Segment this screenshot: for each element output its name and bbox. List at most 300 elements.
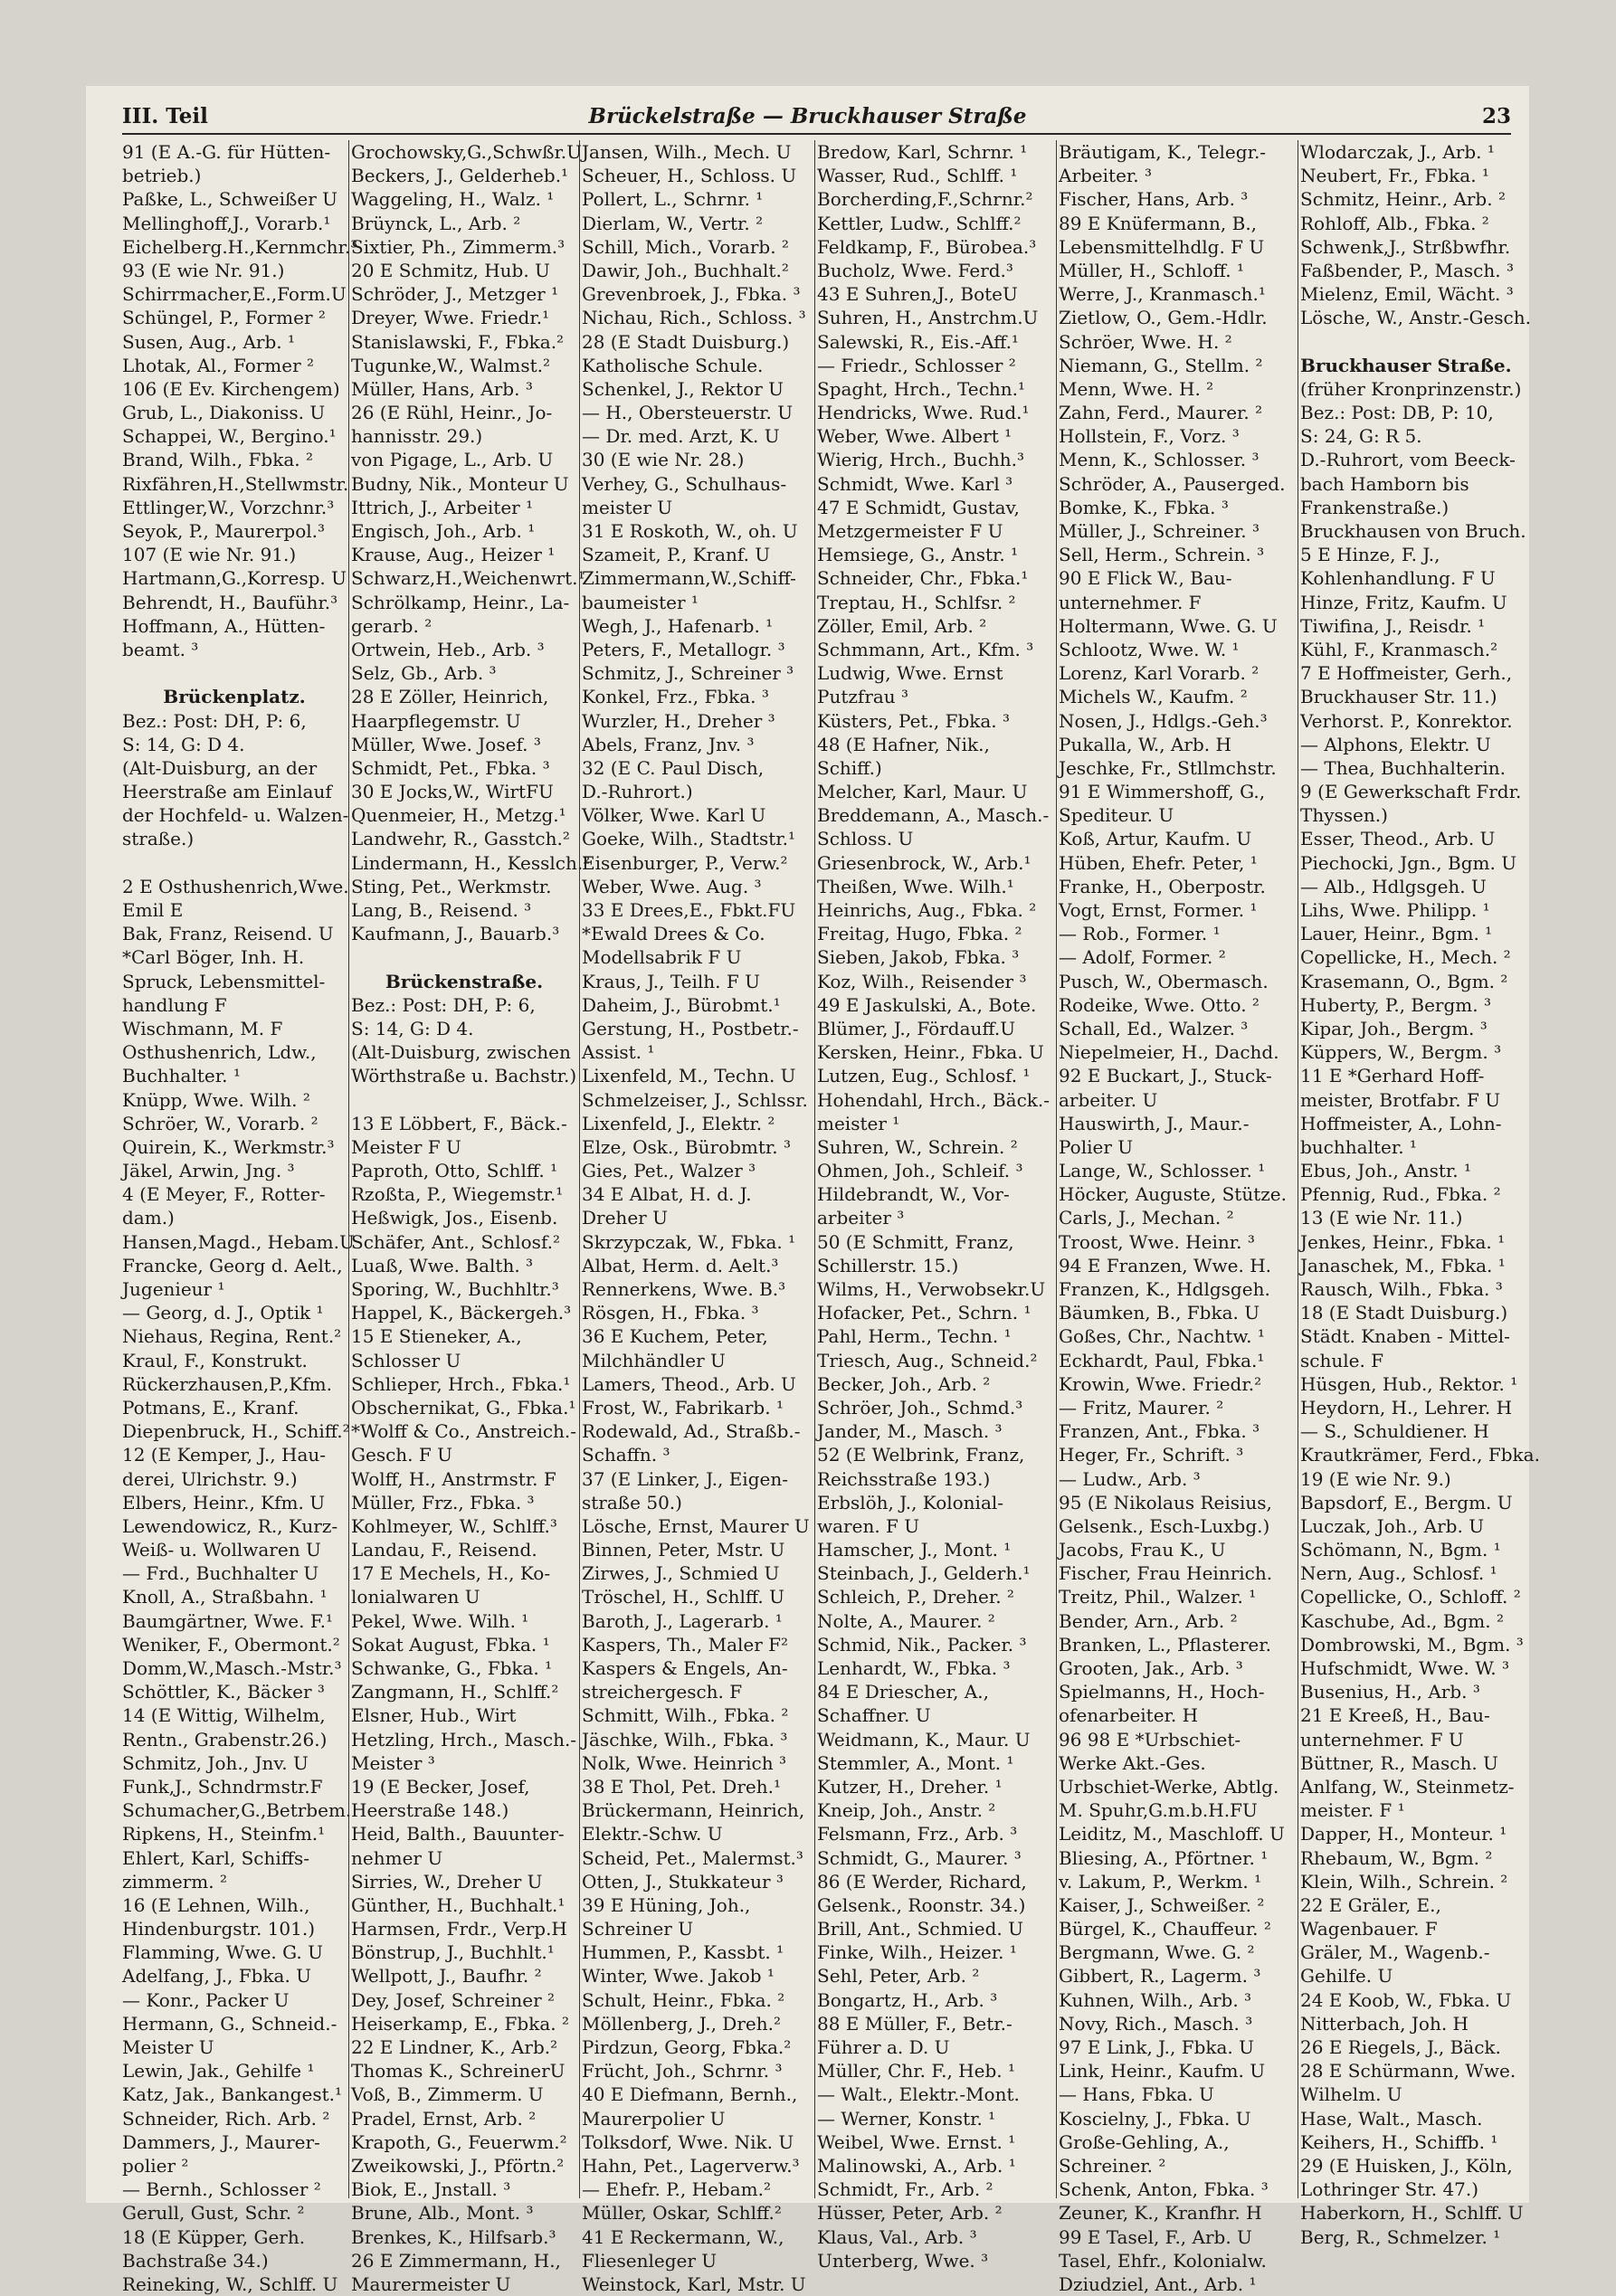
- directory-entry: *Wolff & Co., Anstreich.-: [351, 1420, 577, 1443]
- directory-entry: Hemsiege, G., Anstr. ¹: [817, 544, 1019, 566]
- directory-entry: Lamers, Theod., Arb. U: [582, 1372, 796, 1395]
- directory-entry: 38 E Thol, Pet. Dreh.¹: [582, 1775, 781, 1798]
- directory-entry: Brüynck, L., Arb. ²: [351, 212, 521, 234]
- directory-entry: Schäfer, Ant., Schlosf.²: [351, 1230, 561, 1253]
- directory-entry: nehmer U: [351, 1846, 443, 1869]
- directory-entry: lonialwaren U: [351, 1586, 480, 1608]
- directory-entry: Schrölkamp, Heinr., La-: [351, 591, 570, 613]
- directory-entry: Dziudziel, Ant., Arb. ¹: [1059, 2272, 1257, 2295]
- directory-entry: Meister U: [122, 2036, 214, 2058]
- directory-entry: Brenkes, K., Hilfsarb.³: [351, 2225, 556, 2248]
- directory-entry: Bäumken, B., Fbka. U: [1059, 1302, 1260, 1324]
- directory-entry: Schmitz, Heinr., Arb. ²: [1300, 188, 1506, 211]
- directory-entry: 9 (E Gewerkschaft Frdr.: [1300, 781, 1522, 803]
- directory-entry: 90 E Flick W., Bau-: [1059, 567, 1232, 590]
- directory-entry: Heerstraße 148.): [351, 1799, 509, 1822]
- directory-entry: meister ¹: [817, 1112, 900, 1134]
- directory-entry: Beckers, J., Gelderheb.¹: [351, 165, 569, 187]
- directory-entry: Wilms, H., Verwobsekr.U: [817, 1278, 1046, 1300]
- directory-entry: Schwanke, G., Fbka. ¹: [351, 1657, 553, 1679]
- directory-entry: Sirries, W., Dreher U: [351, 1870, 543, 1893]
- directory-entry: 41 E Reckermann, W.,: [582, 2225, 784, 2248]
- directory-entry: Obschernikat, G., Fbka.¹: [351, 1396, 576, 1418]
- directory-entry: Günther, H., Buchhalt.¹: [351, 1893, 566, 1916]
- directory-entry: 99 E Tasel, F., Arb. U: [1059, 2225, 1252, 2248]
- directory-entry: 106 (E Ev. Kirchengem): [122, 377, 340, 400]
- directory-entry: Felsmann, Frz., Arb. ³: [817, 1823, 1018, 1845]
- directory-entry: Reichsstraße 193.): [817, 1467, 991, 1490]
- directory-entry: Budny, Nik., Monteur U: [351, 472, 569, 495]
- directory-entry: Wilhelm. U: [1300, 2083, 1402, 2106]
- directory-entry: Assist. ¹: [582, 1041, 655, 1064]
- directory-entry: Schröer, W., Vorarb. ²: [122, 1112, 318, 1134]
- directory-entry: Jäkel, Arwin, Jng. ³: [122, 1160, 295, 1182]
- directory-entry: Bez.: Post: DH, P: 6,: [351, 993, 536, 1016]
- directory-entry: — S., Schuldiener. H: [1300, 1420, 1489, 1443]
- directory-entry: Hummen, P., Kassbt. ¹: [582, 1941, 784, 1964]
- directory-entry: Wlodarczak, J., Arb. ¹: [1300, 141, 1495, 163]
- directory-entry: Zangmann, H., Schlff.²: [351, 1681, 559, 1703]
- directory-entry: Metzgermeister F U: [817, 520, 1003, 542]
- directory-entry: Dierlam, W., Vertr. ²: [582, 212, 764, 234]
- directory-entry: Hoffmann, A., Hütten-: [122, 614, 326, 637]
- directory-entry: Putzfrau ³: [817, 686, 909, 708]
- directory-entry: *Carl Böger, Inh. H.: [122, 946, 305, 969]
- directory-entry: Engisch, Joh., Arb. ¹: [351, 520, 536, 542]
- directory-entry: Lothringer Str. 47.): [1300, 2178, 1479, 2201]
- directory-entry: Werre, J., Kranmasch.¹: [1059, 283, 1266, 306]
- directory-entry: Schöttler, K., Bäcker ³: [122, 1681, 325, 1703]
- directory-entry: 16 (E Lehnen, Wilh.,: [122, 1893, 310, 1916]
- directory-entry: Niemann, G., Stellm. ²: [1059, 354, 1263, 376]
- directory-entry: Sporing, W., Buchhltr.³: [351, 1278, 559, 1300]
- directory-entry: Rausch, Wilh., Fbka. ³: [1300, 1278, 1503, 1300]
- directory-entry: Heerstraße am Einlauf: [122, 781, 332, 803]
- directory-entry: Bruckhausen von Bruch.: [1300, 520, 1526, 542]
- directory-entry: Rhebaum, W., Bgm. ²: [1300, 1846, 1493, 1869]
- directory-entry: Berg, R., Schmelzer. ¹: [1300, 2225, 1501, 2248]
- directory-entry: Eckhardt, Paul, Fbka.¹: [1059, 1349, 1265, 1371]
- directory-entry: Koß, Artur, Kaufm. U: [1059, 828, 1252, 850]
- directory-entry: Schmmann, Art., Kfm. ³: [817, 638, 1034, 660]
- directory-entry: — Friedr., Schlosser ²: [817, 354, 1016, 376]
- directory-entry: Bez.: Post: DH, P: 6,: [122, 709, 307, 732]
- directory-page: [86, 86, 1540, 2295]
- directory-entry: Kutzer, H., Dreher. ¹: [817, 1775, 1003, 1798]
- directory-entry: Arbeiter. ³: [1059, 165, 1153, 187]
- directory-entry: Schmidt, Fr., Arb. ²: [817, 2178, 993, 2201]
- directory-entry: Große-Gehling, A.,: [1059, 2130, 1230, 2153]
- directory-entry: 26 E Zimmermann, H.,: [351, 2249, 561, 2272]
- directory-entry: Griesenbrock, W., Arb.¹: [817, 851, 1031, 874]
- directory-entry: Adelfang, J., Fbka. U: [122, 1965, 312, 1988]
- directory-entry: 89 E Knüfermann, B.,: [1059, 212, 1258, 234]
- directory-entry: 93 (E wie Nr. 91.): [122, 259, 285, 281]
- directory-entry: Schirrmacher,E.,Form.U: [122, 283, 347, 306]
- directory-entry: Verhey, G., Schulhaus-: [582, 472, 787, 495]
- directory-entry: 11 E *Gerhard Hoff-: [1300, 1065, 1485, 1087]
- directory-entry: — Konr., Packer U: [122, 1988, 290, 2011]
- directory-entry: Hahn, Pet., Lagerverw.³: [582, 2154, 800, 2177]
- directory-entry: Lihs, Wwe. Philipp. ¹: [1300, 899, 1490, 921]
- directory-entry: Michels W., Kaufm. ²: [1059, 686, 1248, 708]
- directory-entry: Schillerstr. 15.): [817, 1254, 959, 1276]
- directory-entry: 43 E Suhren,J., BoteU: [817, 283, 1018, 306]
- directory-entry: Zöller, Emil, Arb. ²: [817, 614, 987, 637]
- directory-entry: Haarpflegemstr. U: [351, 709, 521, 732]
- directory-entry: 20 E Schmitz, Hub. U: [351, 259, 550, 281]
- directory-entry: S: 24, G: R 5.: [1300, 425, 1422, 448]
- directory-entry: Abels, Franz, Jnv. ³: [582, 733, 755, 755]
- directory-entry: Schmitt, Wilh., Fbka. ²: [582, 1704, 789, 1727]
- directory-entry: Müller, Hans, Arb. ³: [351, 377, 533, 400]
- directory-entry: Ohmen, Joh., Schleif. ³: [817, 1160, 1023, 1182]
- directory-entry: Schaffner. U: [817, 1704, 931, 1727]
- directory-entry: 30 (E wie Nr. 28.): [582, 449, 745, 471]
- directory-entry: 49 E Jaskulski, A., Bote.: [817, 993, 1037, 1016]
- directory-entry: dam.): [122, 1207, 175, 1229]
- directory-entry: Rixfähren,H.,Stellwmstr.: [122, 472, 349, 495]
- street-heading: Brückenstraße.: [385, 970, 544, 992]
- directory-entry: 17 E Mechels, H., Ko-: [351, 1562, 551, 1585]
- directory-entry: Becker, Joh., Arb. ²: [817, 1372, 991, 1395]
- directory-entry: Erbslöh, J., Kolonial-: [817, 1491, 1004, 1513]
- directory-entry: betrieb.): [122, 165, 202, 187]
- directory-entry: 18 (E Küpper, Gerh.: [122, 2225, 306, 2248]
- directory-entry: Müller, J., Schreiner. ³: [1059, 520, 1260, 542]
- directory-entry: Modellsabrik F U: [582, 946, 742, 969]
- directory-entry: Malinowski, A., Arb. ¹: [817, 2154, 1016, 2177]
- directory-entry: Dammers, J., Maurer-: [122, 2130, 320, 2153]
- directory-entry: Brill, Ant., Schmied. U: [817, 1918, 1023, 1940]
- directory-entry: meister U: [582, 496, 673, 518]
- directory-entry: Biok, E., Jnstall. ³: [351, 2178, 511, 2201]
- directory-entry: Wörthstraße u. Bachstr.): [351, 1065, 577, 1087]
- directory-entry: Nern, Aug., Schlosf. ¹: [1300, 1562, 1497, 1585]
- directory-entry: Menn, Wwe. H. ²: [1059, 377, 1214, 400]
- directory-entry: Jenkes, Heinr., Fbka. ¹: [1300, 1230, 1506, 1253]
- directory-entry: Osthushenrich, Ldw.,: [122, 1041, 317, 1064]
- directory-entry: hannisstr. 29.): [351, 425, 483, 448]
- directory-entry: Freitag, Hugo, Fbka. ²: [817, 923, 1022, 945]
- directory-entry: Wolff, H., Anstrmstr. F: [351, 1467, 556, 1490]
- directory-entry: Konkel, Frz., Fbka. ³: [582, 686, 769, 708]
- directory-entry: 34 E Albat, H. d. J.: [582, 1183, 752, 1206]
- directory-entry: Janaschek, M., Fbka. ¹: [1300, 1254, 1506, 1276]
- directory-entry: Heger, Fr., Schrift. ³: [1059, 1444, 1244, 1466]
- directory-entry: Müller, Chr. F., Heb. ¹: [817, 2060, 1015, 2083]
- directory-entry: Städt. Knaben - Mittel-: [1300, 1325, 1510, 1348]
- directory-entry: Novy, Rich., Masch. ³: [1059, 2012, 1253, 2035]
- directory-entry: Schneider, Rich. Arb. ²: [122, 2107, 330, 2130]
- column-2: [348, 140, 591, 2295]
- directory-entry: Hamscher, J., Mont. ¹: [817, 1539, 1012, 1561]
- directory-entry: Kaiser, J., Schweißer. ²: [1059, 1893, 1265, 1916]
- directory-entry: 91 E Wimmershoff, G.,: [1059, 781, 1266, 803]
- directory-entry: Rodeike, Wwe. Otto. ²: [1059, 993, 1260, 1016]
- directory-entry: Finke, Wilh., Heizer. ¹: [817, 1941, 1017, 1964]
- directory-entry: Flamming, Wwe. G. U: [122, 1941, 323, 1964]
- directory-entry: Möllenberg, J., Dreh.²: [582, 2012, 781, 2035]
- directory-entry: 96 98 E *Urbschiet-: [1059, 1728, 1241, 1750]
- directory-entry: Zimmermann,W.,Schiff-: [582, 567, 796, 590]
- directory-entry: Faßbender, P., Masch. ³: [1300, 259, 1514, 281]
- directory-entry: Busenius, H., Arb. ³: [1300, 1681, 1480, 1703]
- directory-entry: Grochowsky,G.,Schwßr.U: [351, 141, 583, 163]
- directory-entry: 32 (E C. Paul Disch,: [582, 756, 765, 779]
- directory-entry: Hauswirth, J., Maur.-: [1059, 1112, 1250, 1134]
- directory-entry: Kneip, Joh., Anstr. ²: [817, 1799, 996, 1822]
- directory-entry: Lhotak, Al., Former ²: [122, 354, 315, 376]
- directory-entry: Schmitz, Joh., Jnv. U: [122, 1751, 309, 1774]
- directory-entry: Dreher U: [582, 1207, 668, 1229]
- page-header: [86, 104, 1529, 140]
- directory-entry: Niepelmeier, H., Dachd.: [1059, 1041, 1279, 1064]
- directory-entry: Schröer, Joh., Schmd.³: [817, 1396, 1023, 1418]
- directory-entry: meister. F ¹: [1300, 1799, 1405, 1822]
- directory-entry: schule. F: [1300, 1349, 1384, 1371]
- directory-entry: Ittrich, J., Arbeiter ¹: [351, 496, 534, 518]
- directory-entry: S: 14, G: D 4.: [351, 1017, 474, 1039]
- directory-entry: Heinrichs, Aug., Fbka. ²: [817, 899, 1037, 921]
- column-6: [1298, 140, 1540, 2248]
- directory-entry: Weber, Wwe. Albert ¹: [817, 425, 1012, 448]
- directory-entry: Grooten, Jak., Arb. ³: [1059, 1657, 1243, 1679]
- directory-entry: Jäschke, Wilh., Fbka. ³: [582, 1728, 788, 1750]
- directory-entry: Landwehr, R., Gasstch.²: [351, 828, 570, 850]
- directory-entry: 50 (E Schmitt, Franz,: [817, 1230, 1014, 1253]
- directory-entry: 5 E Hinze, F. J.,: [1300, 544, 1440, 566]
- directory-entry: Ripkens, H., Steinfm.¹: [122, 1823, 326, 1845]
- directory-entry: Tasel, Ehfr., Kolonialw.: [1059, 2249, 1267, 2272]
- directory-entry: Vogt, Ernst, Former. ¹: [1059, 899, 1258, 921]
- directory-entry: Kohlmeyer, W., Schlff.³: [351, 1514, 557, 1537]
- directory-entry: Wasser, Rud., Schlff. ¹: [817, 165, 1018, 187]
- directory-entry: Ludwig, Wwe. Ernst: [817, 662, 1003, 685]
- directory-entry: 97 E Link, J., Fbka. U: [1059, 2036, 1254, 2058]
- directory-entry: — Hans, Fbka. U: [1059, 2083, 1214, 2106]
- directory-entry: Müller, Frz., Fbka. ³: [351, 1491, 535, 1513]
- directory-entry: Bönstrup, J., Buchhlt.¹: [351, 1941, 555, 1964]
- directory-entry: 22 E Lindner, K., Arb.²: [351, 2036, 558, 2058]
- directory-entry: Lutzen, Eug., Schlosf. ¹: [817, 1065, 1031, 1087]
- directory-entry: Sokat August, Fbka. ¹: [351, 1633, 550, 1656]
- directory-entry: Steinbach, J., Gelderh.¹: [817, 1562, 1031, 1585]
- directory-entry: Bender, Arn., Arb. ²: [1059, 1609, 1238, 1632]
- directory-entry: Hufschmidt, Wwe. W. ³: [1300, 1657, 1510, 1679]
- directory-entry: Kaschube, Ad., Bgm. ²: [1300, 1609, 1504, 1632]
- directory-entry: Schreiner U: [582, 1918, 694, 1940]
- directory-entry: Gibbert, R., Lagerm. ³: [1059, 1965, 1261, 1988]
- directory-entry: Luczak, Joh., Arb. U: [1300, 1514, 1485, 1537]
- directory-entry: Mielenz, Emil, Wächt. ³: [1300, 283, 1514, 306]
- directory-entry: Lixenfeld, J., Elektr. ²: [582, 1112, 775, 1134]
- directory-entry: Werke Akt.-Ges.: [1059, 1751, 1206, 1774]
- directory-entry: Meister ³: [351, 1751, 435, 1774]
- page-number: 23: [1481, 104, 1511, 128]
- directory-entry: Wierig, Hrch., Buchh.³: [817, 449, 1024, 471]
- directory-entry: Link, Heinr., Kaufm. U: [1059, 2060, 1266, 2083]
- directory-entry: Schüngel, P., Former ²: [122, 307, 326, 329]
- directory-entry: Gerstung, H., Postbetr.-: [582, 1017, 799, 1039]
- directory-entry: Lauer, Heinr., Bgm. ¹: [1300, 923, 1493, 945]
- directory-entry: Feldkamp, F., Bürobea.³: [817, 235, 1037, 258]
- directory-entry: Schumacher,G.,Betrbem.: [122, 1799, 352, 1822]
- directory-entry: Scheuer, H., Schloss. U: [582, 165, 797, 187]
- directory-entry: Melcher, Karl, Maur. U: [817, 781, 1028, 803]
- directory-entry: Bliesing, A., Pförtner. ¹: [1059, 1846, 1269, 1869]
- directory-entry: Lindermann, H., Kesslch.²: [351, 851, 591, 874]
- directory-entry: Schmelzeiser, J., Schlssr.: [582, 1088, 808, 1111]
- directory-entry: Emil E: [122, 899, 184, 921]
- directory-entry: Leiditz, M., Maschloff. U: [1059, 1823, 1285, 1845]
- directory-entry: Heßwigk, Jos., Eisenb.: [351, 1207, 558, 1229]
- directory-entry: Kaspers & Engels, An-: [582, 1657, 788, 1679]
- directory-entry: D.-Ruhrort.): [582, 781, 693, 803]
- directory-entry: Sieben, Jakob, Fbka. ³: [817, 946, 1020, 969]
- directory-entry: Selz, Gb., Arb. ³: [351, 662, 497, 685]
- directory-entry: 15 E Stieneker, A.,: [351, 1325, 522, 1348]
- directory-entry: meister, Brotfabr. F U: [1300, 1088, 1501, 1111]
- directory-entry: Lang, B., Reisend. ³: [351, 899, 532, 921]
- street-heading: Bruckhauser Straße.: [1300, 354, 1512, 376]
- directory-entry: 24 E Koob, W., Fbka. U: [1300, 1988, 1512, 2011]
- directory-entry: Jugenieur ¹: [122, 1278, 225, 1300]
- directory-entry: Elze, Osk., Bürobmtr. ³: [582, 1135, 792, 1158]
- directory-entry: 30 E Jocks,W., WirtFU: [351, 781, 554, 803]
- directory-entry: Brune, Alb., Mont. ³: [351, 2202, 534, 2225]
- directory-entry: Harmsen, Frdr., Verp.H: [351, 1918, 567, 1940]
- directory-entry: 28 (E Stadt Duisburg.): [582, 330, 790, 353]
- directory-entry: Koscielny, J., Fbka. U: [1059, 2107, 1251, 2130]
- directory-entry: Heydorn, H., Lehrer. H: [1300, 1396, 1513, 1418]
- directory-entry: 36 E Kuchem, Peter,: [582, 1325, 768, 1348]
- directory-entry: Kettler, Ludw., Schlff.²: [817, 212, 1022, 234]
- directory-entry: Lange, W., Schlosser. ¹: [1059, 1160, 1266, 1182]
- directory-entry: 14 (E Wittig, Wilhelm,: [122, 1704, 326, 1727]
- directory-entry: Krautkrämer, Ferd., Fbka.: [1300, 1444, 1540, 1466]
- directory-entry: Knoll, A., Straßbahn. ¹: [122, 1586, 328, 1608]
- directory-entry: Schröer, Wwe. H. ²: [1059, 330, 1232, 353]
- directory-entry: Stemmler, A., Mont. ¹: [817, 1751, 1014, 1774]
- directory-entry: Tröschel, H., Schlff. U: [582, 1586, 784, 1608]
- directory-entry: Lebensmittelhdlg. F U: [1059, 235, 1265, 258]
- directory-entry: Niehaus, Regina, Rent.²: [122, 1325, 342, 1348]
- directory-entry: Gies, Pet., Walzer ³: [582, 1160, 756, 1182]
- directory-entry: 47 E Schmidt, Gustav,: [817, 496, 1020, 518]
- directory-entry: Dreyer, Wwe. Friedr.¹: [351, 307, 550, 329]
- directory-entry: 84 E Driescher, A.,: [817, 1681, 990, 1703]
- directory-entry: — Werner, Konstr. ¹: [817, 2107, 996, 2130]
- directory-entry: Gräler, M., Wagenb.-: [1300, 1941, 1490, 1964]
- directory-entry: Hüben, Ehefr. Peter, ¹: [1059, 851, 1258, 874]
- directory-entry: Schwenk,J., Strßbwfhr.: [1300, 235, 1511, 258]
- directory-entry: Esser, Theod., Arb. U: [1300, 828, 1496, 850]
- directory-entry: — Georg, d. J., Optik ¹: [122, 1302, 324, 1324]
- directory-entry: Suhren, W., Schrein. ²: [817, 1135, 1018, 1158]
- directory-entry: Zirwes, J., Schmied U: [582, 1562, 780, 1585]
- directory-entry: Schiff.): [817, 756, 882, 779]
- directory-entry: Maurermeister U: [351, 2272, 511, 2295]
- directory-entry: 107 (E wie Nr. 91.): [122, 544, 297, 566]
- directory-entry: Krasemann, O., Bgm. ²: [1300, 970, 1508, 992]
- directory-entry: Jander, M., Masch. ³: [817, 1420, 1003, 1443]
- directory-entry: Wagenbauer. F: [1300, 1918, 1438, 1940]
- directory-entry: Bucholz, Wwe. Ferd.³: [817, 259, 1013, 281]
- directory-entry: 33 E Drees,E., Fbkt.FU: [582, 899, 796, 921]
- directory-entry: der Hochfeld- u. Walzen-: [122, 804, 349, 827]
- directory-entry: Buchhalter. ¹: [122, 1065, 241, 1087]
- directory-entry: Hermann, G., Schneid.-: [122, 2012, 337, 2035]
- spacer: [351, 945, 577, 969]
- directory-entry: 31 E Roskoth, W., oh. U: [582, 520, 798, 542]
- directory-entry: Elsner, Hub., Wirt: [351, 1704, 517, 1727]
- directory-entry: Elektr.-Schw. U: [582, 1823, 723, 1845]
- directory-entry: Carls, J., Mechan. ²: [1059, 1207, 1234, 1229]
- directory-entry: D.-Ruhrort, vom Beeck-: [1300, 449, 1516, 471]
- directory-entry: Dawir, Joh., Buchhalt.²: [582, 259, 789, 281]
- directory-entry: Kersken, Heinr., Fbka. U: [817, 1041, 1044, 1064]
- directory-entry: Tiwifina, J., Reisdr. ¹: [1300, 614, 1486, 637]
- directory-entry: Haberkorn, H., Schlff. U: [1300, 2202, 1524, 2225]
- directory-entry: Zahn, Ferd., Maurer. ²: [1059, 402, 1263, 424]
- directory-entry: Gelsenk., Esch-Luxbg.): [1059, 1514, 1270, 1537]
- directory-entry: 22 E Gräler, E.,: [1300, 1893, 1441, 1916]
- directory-entry: Kuhnen, Wilh., Arb. ³: [1059, 1988, 1252, 2011]
- directory-entry: Sixtier, Ph., Zimmerm.³: [351, 235, 566, 258]
- directory-entry: Schwarz,H.,Weichenwrt.¹: [351, 567, 585, 590]
- directory-entry: 13 E Löbbert, F., Bäck.-: [351, 1112, 567, 1134]
- directory-entry: Albat, Herm. d. Aelt.³: [582, 1254, 779, 1276]
- directory-entry: Hinze, Fritz, Kaufm. U: [1300, 591, 1507, 613]
- directory-entry: Urbschiet-Werke, Abtlg.: [1059, 1775, 1279, 1798]
- directory-entry: (früher Kronprinzenstr.): [1300, 377, 1522, 400]
- directory-entry: Dey, Josef, Schreiner ²: [351, 1988, 556, 2011]
- directory-entry: waren. F U: [817, 1514, 920, 1537]
- directory-entry: Goßes, Chr., Nachtw. ¹: [1059, 1325, 1265, 1348]
- directory-entry: Krapoth, G., Feuerwm.²: [351, 2130, 567, 2153]
- directory-entry: Lixenfeld, M., Techn. U: [582, 1065, 796, 1087]
- directory-entry: Schenk, Anton, Fbka. ³: [1059, 2178, 1269, 2201]
- directory-entry: Grub, L., Diakoniss. U: [122, 402, 326, 424]
- directory-entry: Franzen, Ant., Fbka. ³: [1059, 1420, 1260, 1443]
- directory-entry: Bapsdorf, E., Bergm. U: [1300, 1491, 1513, 1513]
- directory-entry: Dapper, H., Monteur. ¹: [1300, 1823, 1507, 1845]
- directory-entry: Franzen, K., Hdlgsgeh.: [1059, 1278, 1270, 1300]
- directory-entry: Lewin, Jak., Gehilfe ¹: [122, 2060, 315, 2083]
- directory-entry: Gesch. F U: [351, 1444, 452, 1466]
- spacer: [351, 1088, 577, 1112]
- directory-entry: Pukalla, W., Arb. H: [1059, 733, 1231, 755]
- directory-entry: Weber, Wwe. Aug. ³: [582, 875, 762, 897]
- directory-entry: Keihers, H., Schiffb. ¹: [1300, 2130, 1498, 2153]
- directory-entry: Nolte, A., Maurer. ²: [817, 1609, 995, 1632]
- directory-entry: Schappei, W., Bergino.¹: [122, 425, 337, 448]
- directory-entry: Frankenstraße.): [1300, 496, 1450, 518]
- directory-entry: Seyok, P., Maurerpol.³: [122, 520, 326, 542]
- directory-entry: 13 (E wie Nr. 11.): [1300, 1207, 1463, 1229]
- spacer: [122, 851, 347, 875]
- directory-entry: Kühl, F., Kranmasch.²: [1300, 638, 1498, 660]
- directory-entry: Rentn., Grabenstr.26.): [122, 1728, 328, 1750]
- directory-entry: Ortwein, Heb., Arb. ³: [351, 638, 545, 660]
- directory-entry: Pollert, L., Schrnr. ¹: [582, 188, 764, 211]
- directory-entry: unternehmer. F U: [1300, 1728, 1464, 1750]
- directory-entry: von Pigage, L., Arb. U: [351, 449, 554, 471]
- directory-entry: — Alphons, Elektr. U: [1300, 733, 1491, 755]
- directory-entry: Lewendowicz, R., Kurz-: [122, 1514, 338, 1537]
- directory-entry: baumeister ¹: [582, 591, 699, 613]
